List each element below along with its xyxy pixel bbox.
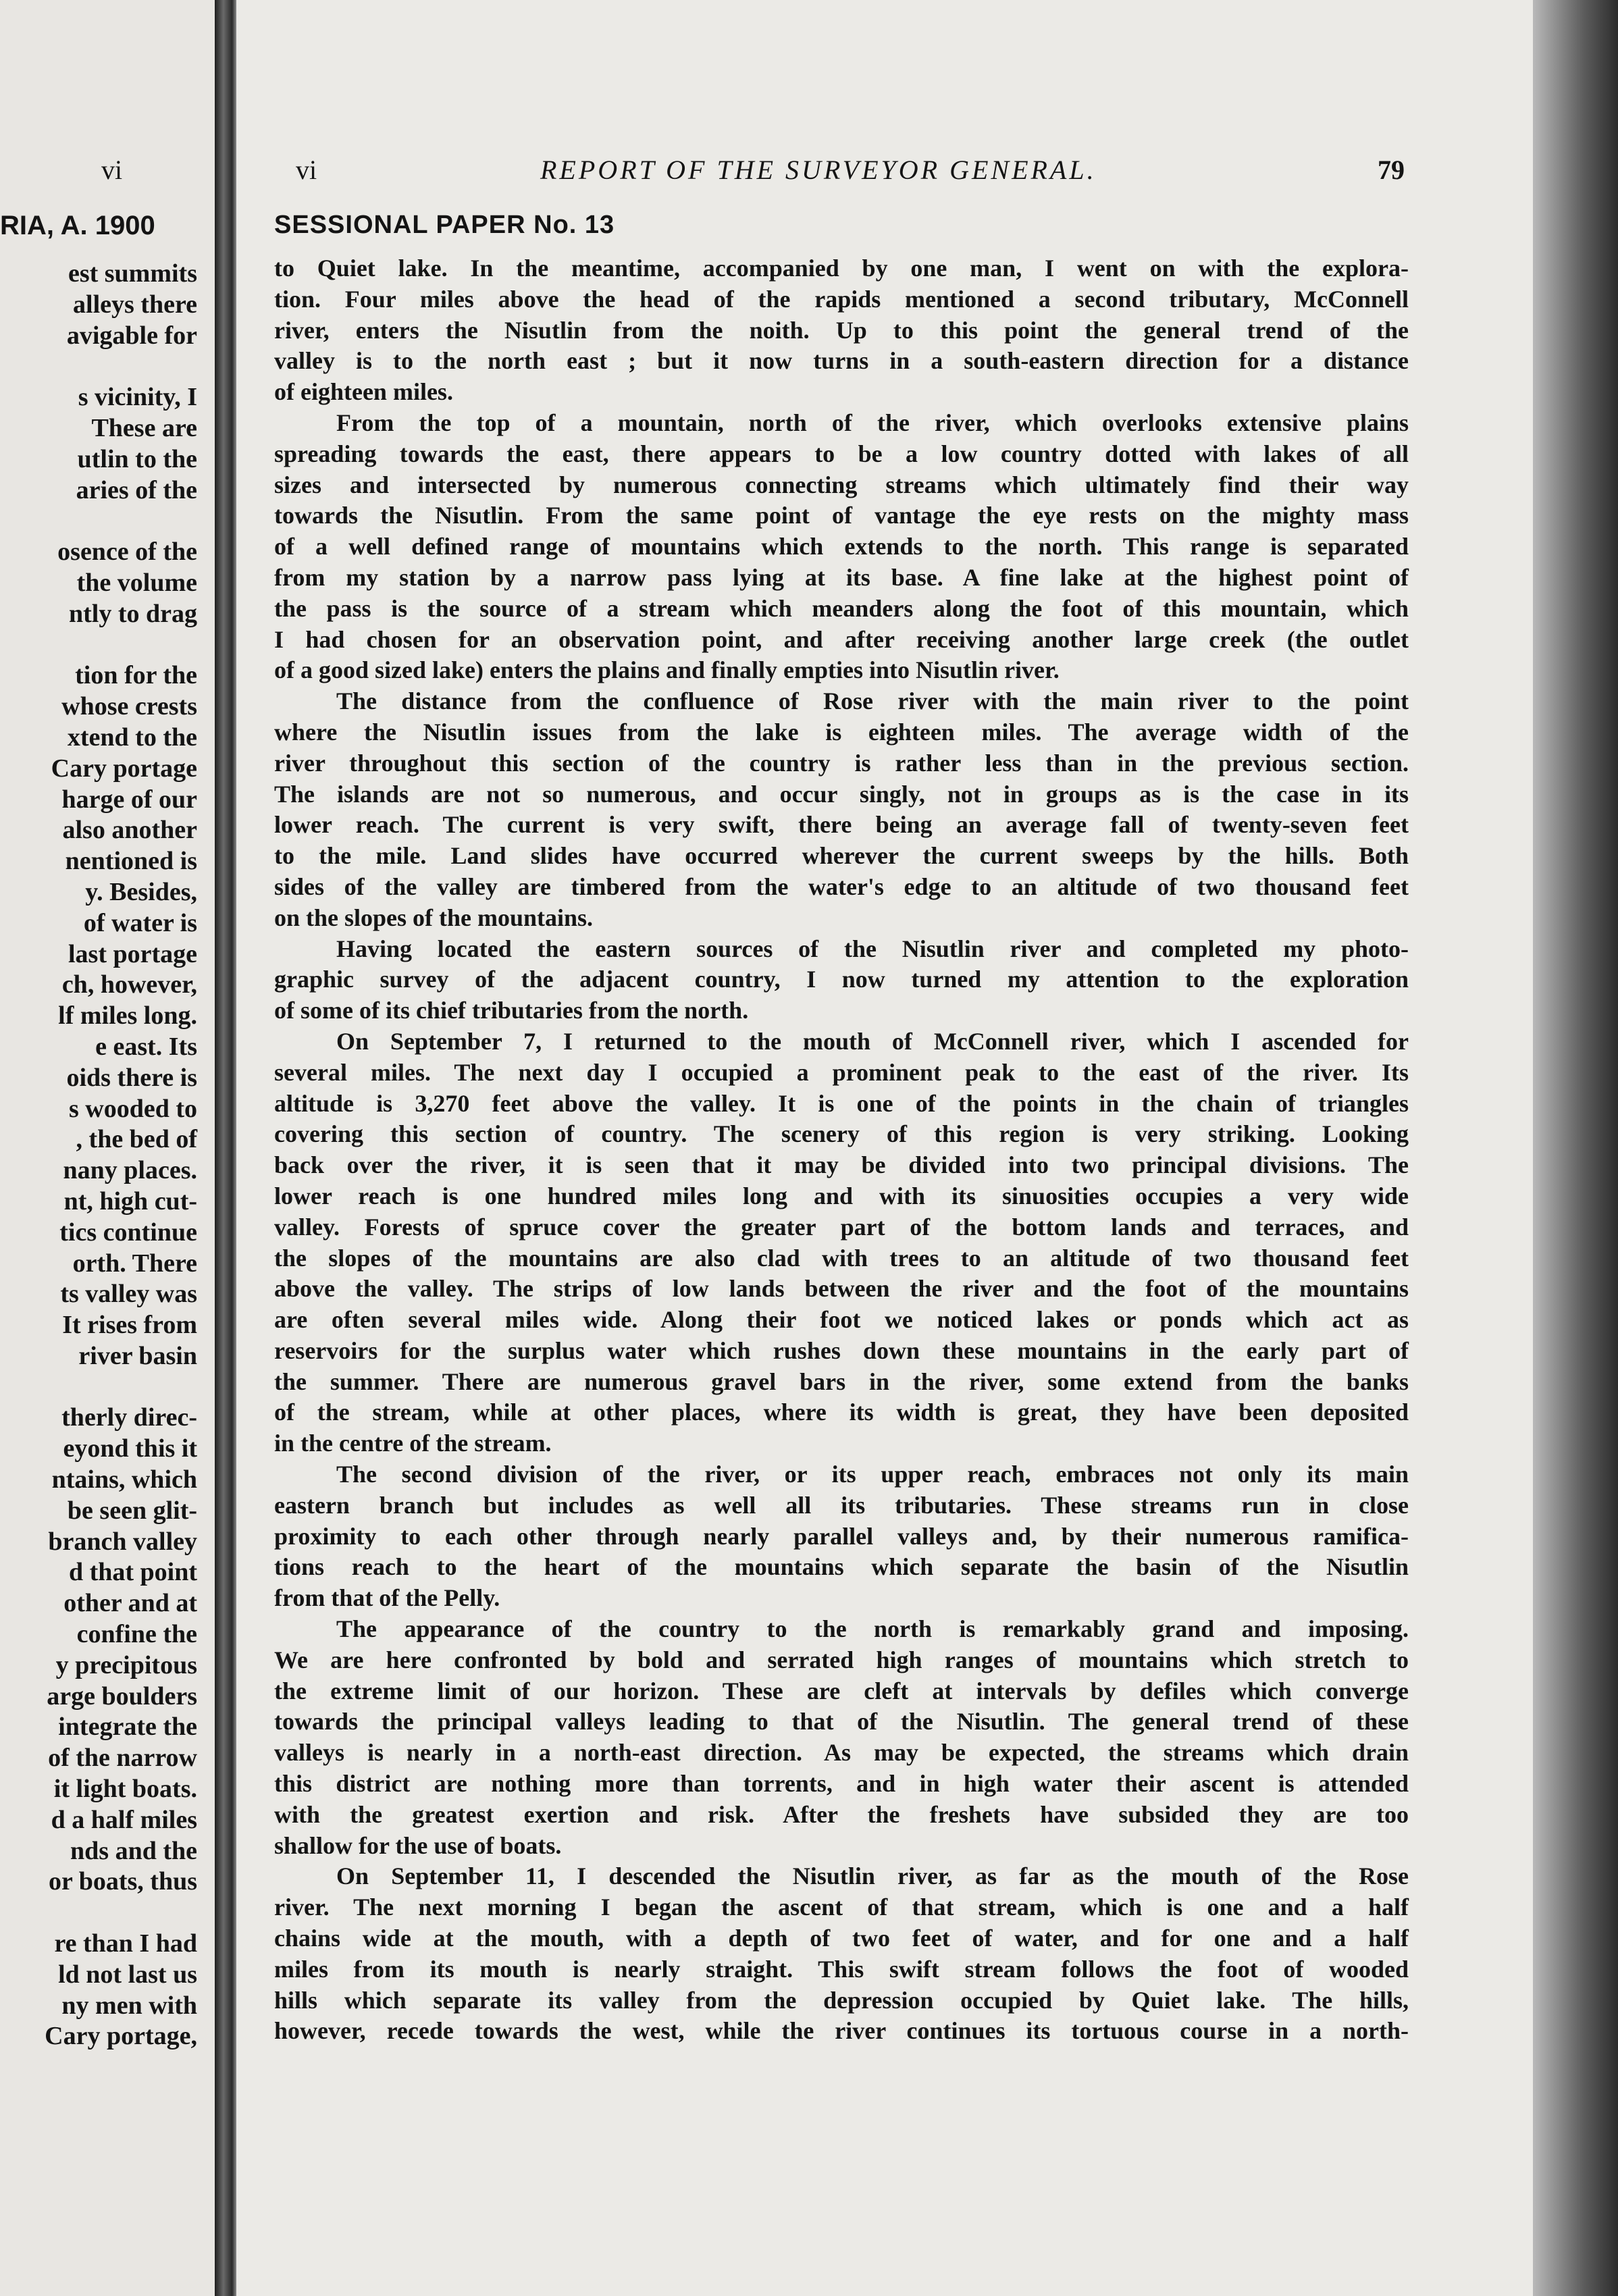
- left-page-line: arge boulders: [47, 1681, 197, 1711]
- left-page-line: be seen glit-: [67, 1496, 197, 1525]
- left-page-line: est summits: [68, 259, 197, 288]
- text-line: towards the principal valleys leading to that of the Nisutlin. The general trend of these: [274, 1708, 1409, 1736]
- left-page-line: nentioned is: [65, 847, 197, 876]
- left-page-fragment: [0, 0, 215, 2296]
- text-line: the pass is the source of a stream which meanders along the foot of this mountain, which: [274, 594, 1409, 622]
- text-line: several miles. The next day I occupied a prominent peak to the east of the river. Its: [274, 1058, 1409, 1086]
- text-line: The appearance of the country to the north is remarkably grand and imposing.: [336, 1615, 1409, 1643]
- text-line: The distance from the confluence of Rose river with the main river to the point: [336, 687, 1409, 715]
- text-line: sizes and intersected by numerous connecting streams which ultimately find their way: [274, 471, 1409, 498]
- left-page-line: xtend to the: [67, 723, 197, 752]
- left-page-line: nany places.: [63, 1156, 197, 1185]
- left-page-line: y. Besides,: [85, 877, 197, 906]
- page-number: 79: [1378, 155, 1405, 185]
- left-page-line: ts valley was: [60, 1280, 197, 1309]
- text-line: tions reach to the heart of the mountains which separate the basin of the Nisutlin: [274, 1553, 1409, 1581]
- left-page-line: river basin: [78, 1341, 197, 1370]
- text-line: towards the Nisutlin. From the same point of vantage the eye rests on the mighty mass: [274, 502, 1409, 529]
- book-gutter: [215, 0, 236, 2296]
- text-line: river throughout this section of the country is rather less than in the previous section.: [274, 749, 1409, 777]
- text-line: altitude is 3,270 feet above the valley. It is one of the points in the chain of triangles: [274, 1089, 1409, 1117]
- text-line: however, recede towards the west, while the river continues its tortuous course in a north-: [274, 2017, 1409, 2045]
- left-page-line: Cary portage,: [45, 2022, 197, 2051]
- text-line: shallow for the use of boats.: [274, 1831, 562, 1859]
- text-line: from that of the Pelly.: [274, 1584, 500, 1612]
- text-line: covering this section of country. The scenery of this region is very striking. Looking: [274, 1120, 1409, 1148]
- left-page-line: nt, high cut-: [63, 1186, 197, 1216]
- text-line: The second division of the river, or its upper reach, embraces not only its main: [336, 1461, 1409, 1488]
- left-page-line: [0, 630, 197, 661]
- text-line: the slopes of the mountains are also clad with trees to an altitude of two thousand feet: [274, 1244, 1409, 1272]
- text-line: We are here confronted by bold and serrated high ranges of mountains which stretch to: [274, 1646, 1409, 1673]
- left-page-text: [0, 259, 197, 2052]
- left-page-line: of water is: [83, 908, 197, 937]
- text-line: with the greatest exertion and risk. After the freshets have subsided they are too: [274, 1800, 1409, 1828]
- left-page-line: Cary portage: [51, 754, 197, 783]
- text-line: reservoirs for the surplus water which rushes down these mountains in the early part of: [274, 1336, 1409, 1364]
- left-page-line: aries of the: [76, 475, 197, 504]
- left-page-line: or boats, thus: [49, 1867, 197, 1896]
- text-line: of eighteen miles.: [274, 378, 453, 406]
- text-line: lower reach is one hundred miles long and with its sinuosities occupies a very wide: [274, 1182, 1409, 1209]
- left-page-line: ch, however,: [61, 970, 197, 999]
- left-page-line: of the narrow: [48, 1744, 197, 1773]
- left-page-line: s vicinity, I: [78, 383, 197, 412]
- text-line: lower reach. The current is very swift, there being an average fall of twenty-seven feet: [274, 811, 1409, 839]
- text-line: to Quiet lake. In the meantime, accompanied by one man, I went on with the explora-: [274, 255, 1409, 282]
- text-line: From the top of a mountain, north of the river, which overlooks extensive plains: [336, 409, 1409, 436]
- text-line: this district are nothing more than torrents, and in high water their ascent is attended: [274, 1770, 1409, 1798]
- text-line: hills which separate its valley from the depression occupied by Quiet lake. The hills,: [274, 1986, 1409, 2014]
- left-page-line: d a half miles: [51, 1805, 197, 1834]
- left-page-line: orth. There: [72, 1249, 197, 1278]
- left-page-line: re than I had: [54, 1929, 197, 1958]
- text-line: the summer. There are numerous gravel bars in the river, some extend from the banks: [274, 1367, 1409, 1395]
- left-page-line: d that point: [68, 1558, 197, 1587]
- sessional-paper-label: SESSIONAL PAPER No. 13: [274, 211, 615, 239]
- text-line: to the mile. Land slides have occurred wherever the current sweeps by the hills. Both: [274, 842, 1409, 870]
- text-line: The islands are not so numerous, and occur singly, not in groups as is the case in its: [274, 780, 1409, 808]
- left-page-line: whose crests: [61, 692, 197, 721]
- left-page-line: tion for the: [75, 661, 197, 690]
- left-page-line: integrate the: [58, 1713, 197, 1742]
- text-line: eastern branch but includes as well all its tributaries. These streams run in close: [274, 1491, 1409, 1519]
- text-line: valleys is nearly in a north-east direction. As may be expected, the streams which drain: [274, 1739, 1409, 1767]
- text-line: tion. Four miles above the head of the rapids mentioned a second tributary, McConnell: [274, 285, 1409, 313]
- left-page-line: confine the: [76, 1620, 197, 1649]
- text-line: spreading towards the east, there appears to be a low country dotted with lakes of all: [274, 440, 1409, 467]
- left-page-line: These are: [91, 413, 197, 442]
- text-line: sides of the valley are timbered from the water's edge to an altitude of two thousand feet: [274, 872, 1409, 900]
- left-page-folio: vi: [101, 155, 123, 185]
- left-page-line: harge of our: [61, 785, 197, 814]
- left-page-line: ny men with: [61, 1991, 197, 2020]
- text-line: of the stream, while at other places, where its width is great, they have been deposited: [274, 1399, 1409, 1426]
- left-page-line: nds and the: [70, 1836, 197, 1865]
- text-line: of a good sized lake) enters the plains and finally empties into Nisutlin river.: [274, 656, 1060, 684]
- text-line: On September 7, I returned to the mouth of McConnell river, which I ascended for: [336, 1027, 1409, 1055]
- page-edge-shadow: [1533, 0, 1618, 2296]
- text-line: are often several miles wide. Along their foot we noticed lakes or ponds which act as: [274, 1306, 1409, 1334]
- text-line: valley is to the north east ; but it now turns in a south-eastern direction for a distance: [274, 347, 1409, 375]
- text-line: I had chosen for an observation point, and after receiving another large creek (the outlet: [274, 625, 1409, 653]
- left-page-line: oids there is: [66, 1063, 197, 1092]
- text-line: Having located the eastern sources of the Nisutlin river and completed my photo-: [336, 935, 1409, 962]
- left-page-line: it light boats.: [53, 1775, 197, 1804]
- text-line: chains wide at the mouth, with a depth of two feet of water, and for one and a half: [274, 1925, 1409, 1952]
- left-page-line: y precipitous: [55, 1650, 197, 1679]
- left-page-line: also another: [62, 816, 197, 845]
- left-page-line: osence of the: [57, 538, 197, 567]
- text-line: in the centre of the stream.: [274, 1430, 552, 1457]
- left-page-line: [0, 1372, 197, 1403]
- left-page-line: e east. Its: [95, 1032, 197, 1061]
- text-line: the extreme limit of our horizon. These are cleft at intervals by defiles which converge: [274, 1677, 1409, 1704]
- left-page-line: s wooded to: [68, 1094, 197, 1123]
- text-line: on the slopes of the mountains.: [274, 904, 594, 931]
- text-line: of some of its chief tributaries from the north.: [274, 997, 749, 1024]
- left-page-line: other and at: [63, 1589, 197, 1618]
- left-page-line: avigable for: [66, 321, 197, 350]
- text-line: On September 11, I descended the Nisutlin river, as far as the mouth of the Rose: [336, 1862, 1409, 1890]
- left-page-line: , the bed of: [76, 1125, 197, 1154]
- text-line: valley. Forests of spruce cover the greater part of the bottom lands and terraces, and: [274, 1213, 1409, 1241]
- body-text: [274, 253, 1409, 2047]
- left-page-line: [0, 351, 197, 382]
- text-line: from my station by a narrow pass lying at its base. A fine lake at the highest point of: [274, 563, 1409, 591]
- text-line: of a well defined range of mountains which extends to the north. This range is separated: [274, 533, 1409, 560]
- left-page-line: tics continue: [59, 1218, 197, 1247]
- left-page-line: It rises from: [62, 1311, 197, 1340]
- left-page-line: last portage: [68, 939, 197, 968]
- left-page-line: eyond this it: [63, 1434, 197, 1463]
- left-page-line: lf miles long.: [58, 1001, 197, 1030]
- text-line: river, enters the Nisutlin from the noith. Up to this point the general trend of the: [274, 316, 1409, 344]
- left-page-line: therly direc-: [61, 1403, 197, 1432]
- left-page-header: RIA, A. 1900: [0, 211, 155, 240]
- text-line: back over the river, it is seen that it may be divided into two principal divisions. The: [274, 1151, 1409, 1179]
- running-title: REPORT OF THE SURVEYOR GENERAL.: [540, 155, 1097, 185]
- left-page-line: ntains, which: [51, 1465, 197, 1494]
- page-folio: vi: [296, 155, 317, 185]
- left-page-line: ntly to drag: [69, 599, 197, 628]
- left-page-line: alleys there: [73, 290, 197, 319]
- left-page-line: [0, 1898, 197, 1929]
- left-page-line: [0, 506, 197, 537]
- left-page-line: ld not last us: [58, 1960, 197, 1989]
- text-line: above the valley. The strips of low lands between the river and the foot of the mountains: [274, 1275, 1409, 1303]
- text-line: river. The next morning I began the ascent of that stream, which is one and a half: [274, 1894, 1409, 1921]
- main-page: [236, 0, 1533, 2296]
- left-page-line: utlin to the: [77, 444, 197, 473]
- text-line: miles from its mouth is nearly straight. This swift stream follows the foot of wooded: [274, 1955, 1409, 1983]
- text-line: proximity to each other through nearly parallel valleys and, by their numerous ramifica-: [274, 1522, 1409, 1550]
- left-page-line: branch valley: [48, 1527, 197, 1556]
- left-page-line: the volume: [76, 568, 197, 597]
- text-line: graphic survey of the adjacent country, I now turned my attention to the exploration: [274, 966, 1409, 993]
- text-line: where the Nisutlin issues from the lake is eighteen miles. The average width of the: [274, 718, 1409, 746]
